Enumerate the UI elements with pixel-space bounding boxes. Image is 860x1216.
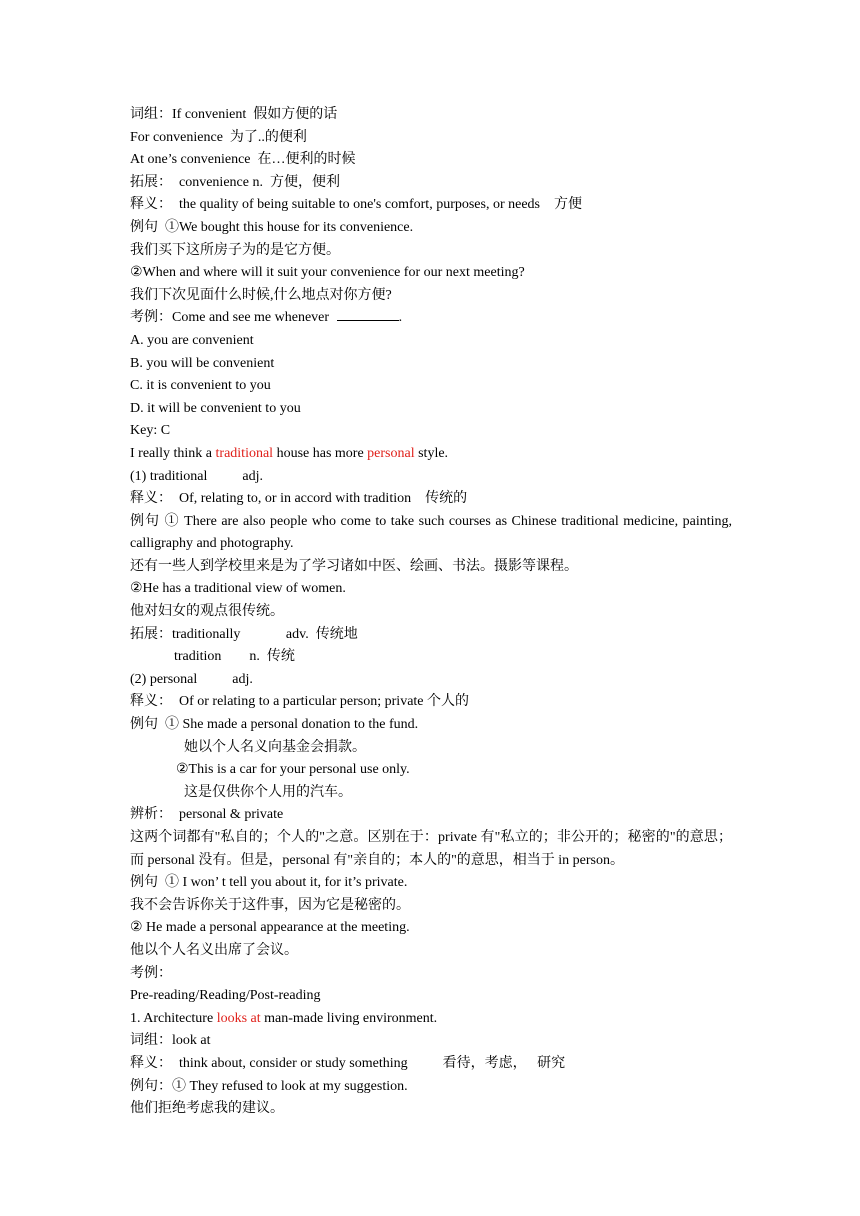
answer-blank	[337, 308, 399, 321]
definition-line: 释义： Of, relating to, or in accord with tradition 传统的	[130, 491, 468, 507]
key-sentence	[130, 443, 732, 466]
word-heading: (1) traditional adj.	[130, 468, 263, 484]
example-line: ②This is a car for your personal use only.	[176, 762, 410, 778]
option-b: B. you will be convenient	[130, 355, 275, 371]
phrase-line: 词组：If convenient 假如方便的话	[130, 107, 338, 122]
translation-line: 她以个人名义向基金会捐款。	[184, 739, 366, 755]
sentence-part: style.	[414, 445, 449, 461]
example-line: 例句：① They refused to look at my suggestion.	[130, 1078, 408, 1094]
definition-line: 释义： Of or relating to a particular person; private 个人的	[130, 694, 470, 710]
translation-line: 我不会告诉你关于这件事，因为它是秘密的。	[130, 897, 410, 913]
distinction-line: 辨析： personal & private	[130, 807, 284, 823]
extension-line: 拓展：traditionally adv. 传统地	[130, 626, 358, 642]
exam-question	[130, 307, 732, 330]
word-heading: (2) personal adj.	[130, 671, 253, 687]
translation-line: 他们拒绝考虑我的建议。	[130, 1101, 284, 1117]
highlight-looks-at: looks at	[216, 1010, 261, 1026]
phrase-line: At one’s convenience 在…便利的时候	[130, 152, 356, 168]
section-title: Pre-reading/Reading/Post-reading	[130, 988, 321, 1004]
exam-label: 考例：	[130, 965, 172, 981]
example-line: ② He made a personal appearance at the meeting.	[130, 920, 410, 936]
document-page	[130, 104, 732, 1121]
phrase-line: For convenience 为了..的便利	[130, 129, 307, 145]
extension-line: 拓展： convenience n. 方便，便利	[130, 174, 340, 190]
sentence-part: I really think a	[130, 445, 216, 461]
exam-question-end: .	[398, 310, 403, 326]
example-line: 例句 ① I won’ t tell you about it, for it’s private.	[130, 875, 408, 891]
definition-line: 释义： think about, consider or study something 看待，考虑， 研究	[130, 1055, 566, 1071]
highlight-personal: personal	[367, 445, 415, 461]
example-line: ②When and where will it suit your convenience for our next meeting?	[130, 265, 525, 281]
sentence-part: house has more	[273, 445, 368, 461]
distinction-text: 这两个词都有"私自的；个人的"之意。区别在于：private 有"私立的；非公开的；秘密的"的意思；而 personal 没有。但是，personal 有"亲自的；本人的"的意思，相当于 in person。	[130, 830, 732, 868]
translation-line: 这是仅供你个人用的汽车。	[184, 784, 352, 800]
example-line: ②He has a traditional view of women.	[130, 581, 346, 597]
translation-line: 他以个人名义出席了会议。	[130, 942, 298, 958]
option-c: C. it is convenient to you	[130, 378, 271, 394]
definition-line: 释义： the quality of being suitable to one's comfort, purposes, or needs 方便	[130, 197, 582, 213]
option-d: D. it will be convenient to you	[130, 400, 301, 416]
exam-question-text: 考例：Come and see me whenever	[130, 310, 333, 326]
example-line: 例句 ① There are also people who come to take such courses as Chinese traditional medicine, painting, calligraphy and photography.	[130, 513, 732, 552]
translation-line: 我们买下这所房子为的是它方便。	[130, 242, 340, 258]
highlight-traditional: traditional	[215, 445, 274, 461]
translation-line: 他对妇女的观点很传统。	[130, 604, 284, 620]
extension-line: tradition n. 传统	[174, 649, 295, 665]
option-a: A. you are convenient	[130, 332, 254, 348]
example-line: 例句 ① She made a personal donation to the fund.	[130, 717, 419, 733]
sentence-part: 1. Architecture	[130, 1010, 217, 1026]
translation-line: 还有一些人到学校里来是为了学习诸如中医、绘画、书法。摄影等课程。	[130, 558, 578, 574]
translation-line: 我们下次见面什么时候,什么地点对你方便?	[130, 287, 392, 303]
reading-sentence	[130, 1008, 732, 1031]
example-line: 例句 ①We bought this house for its convenience.	[130, 219, 414, 235]
answer-key: Key: C	[130, 423, 171, 439]
phrase-line: 词组：look at	[130, 1033, 211, 1049]
sentence-part: man-made living environment.	[260, 1010, 438, 1026]
